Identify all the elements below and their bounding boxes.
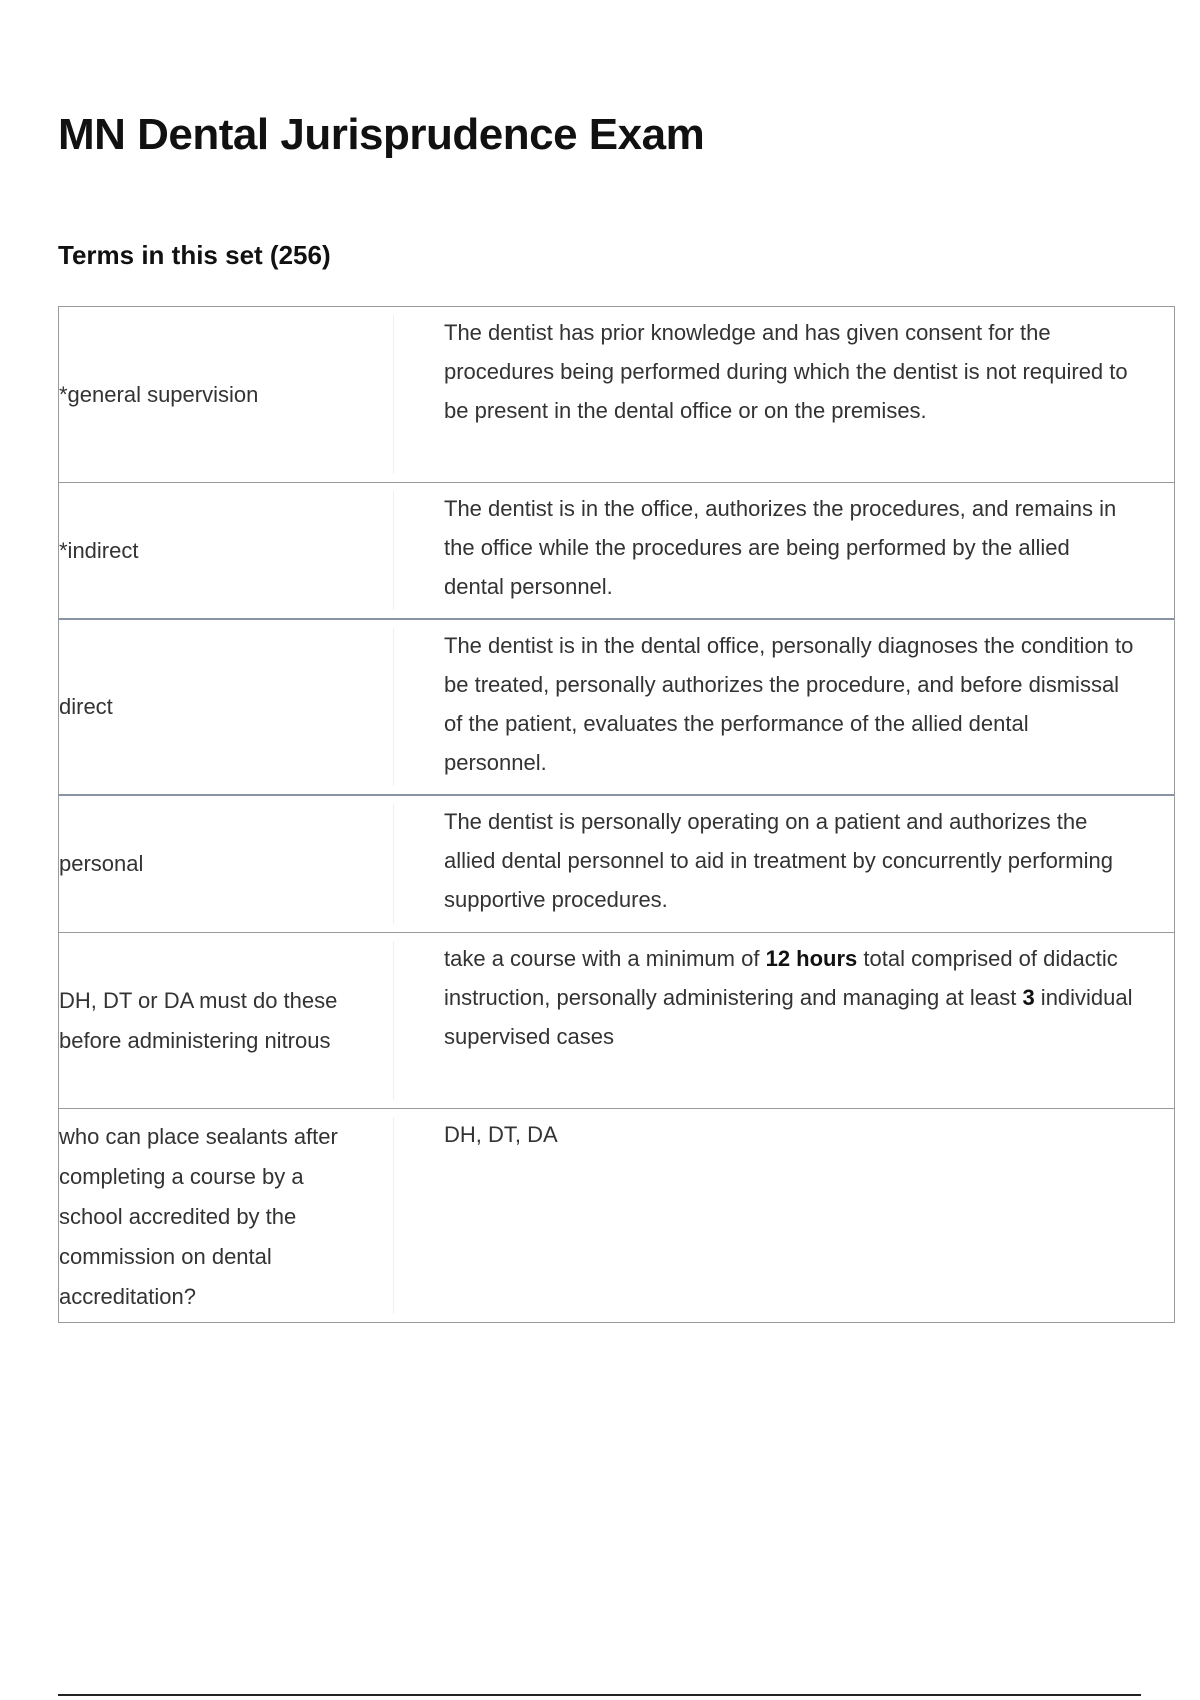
term-row — [59, 620, 1174, 796]
definition-emphasis: 12 hours — [765, 946, 858, 971]
term-row — [59, 307, 1174, 483]
definition-text: DH, DT, DA — [444, 1122, 558, 1147]
footer-divider — [58, 1694, 1141, 1696]
page-title: MN Dental Jurisprudence Exam — [58, 110, 705, 159]
term-text: *general supervision — [59, 315, 394, 474]
definition-text: The dentist has prior knowledge and has given consent for the procedures being performed during which the dentist is not required to be present in the dental office or on the premises. — [444, 320, 1128, 423]
definition-emphasis: 3 — [1022, 985, 1035, 1010]
term-row — [59, 1109, 1174, 1322]
term-text: DH, DT or DA must do these before administering nitrous — [59, 941, 394, 1100]
definition-text — [394, 933, 1174, 1108]
definition-text: The dentist is in the dental office, personally diagnoses the condition to be treated, personally authorizes the procedure, and before dismissal of the patient, evaluates the performance of the allied dental personnel. — [444, 633, 1134, 775]
definition-text: The dentist is personally operating on a patient and authorizes the allied dental personnel to aid in treatment by concurrently performing supportive procedures. — [444, 809, 1113, 912]
term-text: direct — [59, 628, 394, 786]
definition-text: The dentist is in the office, authorizes the procedures, and remains in the office while the procedures are being performed by the allied dental personnel. — [444, 496, 1117, 599]
terms-table — [58, 306, 1175, 1323]
term-text: personal — [59, 804, 394, 924]
term-text: *indirect — [59, 491, 394, 610]
definition-part: individual supervised cases — [444, 985, 1133, 1049]
term-row — [59, 796, 1174, 933]
terms-count-heading: Terms in this set (256) — [58, 240, 331, 270]
term-text: who can place sealants after completing a course by a school accredited by the commission on dental accreditation? — [59, 1117, 394, 1314]
term-row — [59, 933, 1174, 1109]
definition-part: take a course with a minimum of — [444, 946, 766, 971]
term-row — [59, 483, 1174, 620]
definition-part: total comprised of didactic instruction, personally administering and managing at least — [444, 946, 1118, 1010]
